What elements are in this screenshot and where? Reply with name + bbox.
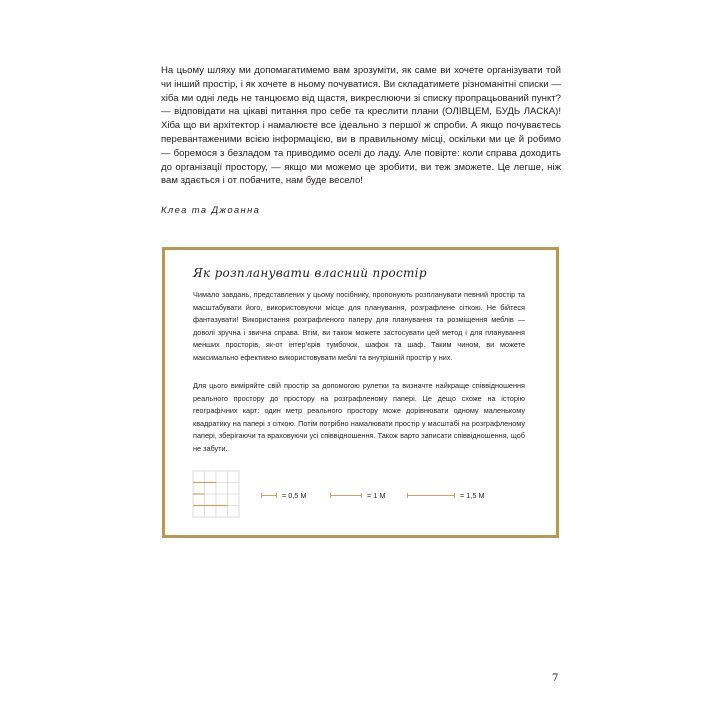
intro-paragraph: На цьому шляху ми допомагатимемо вам зрозуміти, як саме ви хочете організувати той чи інший простір, і як хочете в ньому почуватися. Ви складатимете різноманітні списки — хіба ми одні ледь не танцюємо від щастя, викреслюючи зі списку пропрацьований пункт? — відповідати на цікаві питання про себе та креслити плани (ОЛІВЦЕМ, БУДЬ ЛАСКА)! Хіба що ви архітектор і намалюєте все ідеально з першої ж спроби. А якщо почуваєтесь перевантаженими всією інформацією, ви в правильному місці, оскільки ми це й робимо — боремося з безладом та приводимо оселі до ладу. Але повірте: коли справа доходить до організації простору, — якщо ми можемо це зробити, ви теж зможете. Це легше, ніж вам здається і от побачите, нам буде весело! (161, 65, 561, 187)
scale-line-one-and-half-meter (407, 495, 455, 496)
scale-label-half-meter: = 0,5 М (282, 491, 307, 500)
box-title: Як розпланувати власний простір (193, 266, 427, 280)
grid-paper-illustration (192, 470, 242, 520)
scale-line-one-meter (330, 495, 362, 496)
scale-label-one-meter: = 1 М (367, 491, 386, 500)
scale-half-meter (261, 490, 331, 502)
scale-label-one-and-half-meter: = 1,5 М (460, 491, 485, 500)
box-paragraph-1: Чимало завдань, представлених у цьому посібнику, пропонують розпланувати певний простір та масштабувати його, використовуючи місце для планування, розграфлене сіткою. Не бійтеся фантазувати! Використання розграфленого паперу для планування та розміщення меблів — доволі зручна і звична справа. Втім, ви також можете застосувати цей метод і для планування менших просторів, як-от інтер’єрів тумбочок, шафок та шаф. Таким чином, ви можете максимально ефективно використовувати меблі та внутрішній простір у них. (193, 290, 525, 362)
page-number: 7 (552, 673, 559, 684)
scale-line-half-meter (261, 495, 277, 496)
scale-one-and-half-meter (407, 490, 507, 502)
box-paragraph-2: Для цього виміряйте свій простір за допомогою рулетки та визначте найкраще співвідношення реального простору до простору на розграфленому папері. Це дещо схоже на історію географічних карт: один метр реального простору може дорівнювати одному маленькому квадратику на папері з сіткою. Потім потрібно намалювати простір у масштабі на розграфленому папері, зберігаючи та враховуючи усі співвідношення. Також варто записати співвідношення, щоб не забути. (193, 381, 525, 453)
info-box (162, 247, 559, 538)
signature: Клеа та Джоанна (161, 204, 261, 215)
scale-one-meter (330, 490, 400, 502)
